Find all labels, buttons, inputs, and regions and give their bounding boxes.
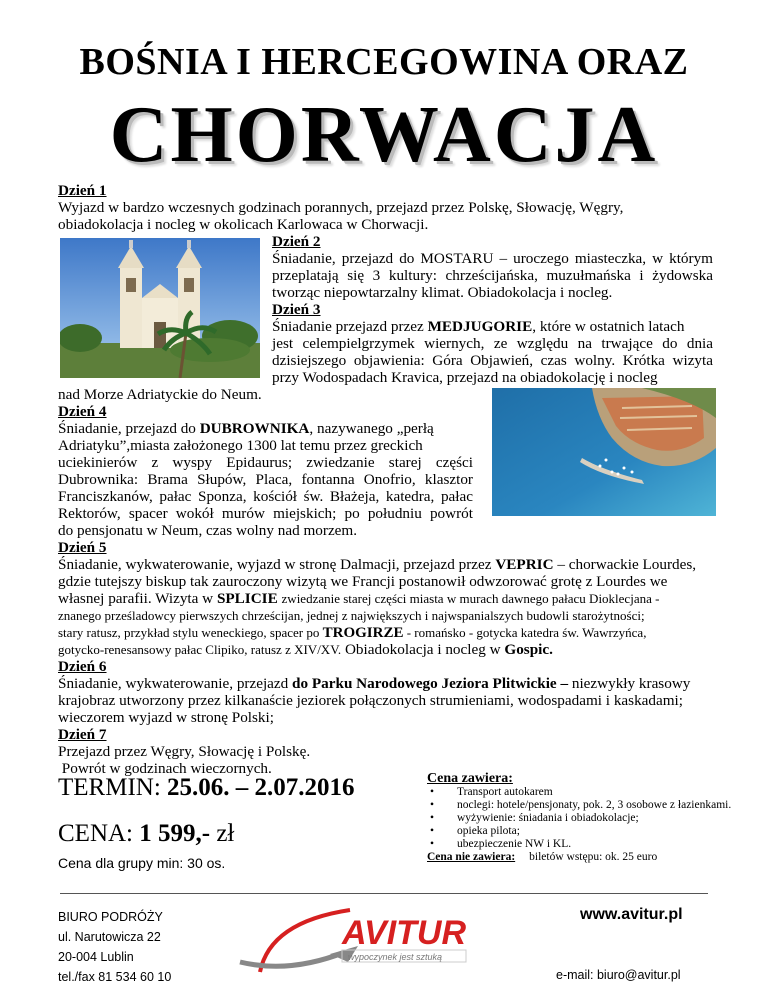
day-5-line: [58, 556, 696, 573]
day-5-line: [58, 624, 646, 642]
day-3-line: jest celempielgrzymek wiernych, ze względu na trwające do dnia: [272, 335, 713, 352]
excludes-label: Cena nie zawiera:: [427, 851, 516, 863]
day-1-line: obiadokolacja i nocleg w okolicach Karlowaca w Chorwacji.: [58, 216, 429, 233]
list-item: • opieka pilota;: [427, 825, 731, 838]
day-2-line: przeplatają się 3 kultury: chrześcijańska, muzułmańska i żydowska: [272, 267, 713, 284]
cena-value: 1 599,-: [139, 820, 211, 847]
day-1-line: Wyjazd w bardzo wczesnych godzinach porannych, przejazd przez Polskę, Słowację, Węgry,: [58, 199, 624, 216]
place-vepric: VEPRIC: [495, 556, 554, 573]
text-span: , które w ostatnich latach: [532, 318, 685, 335]
place-trogir: TROGIRZE: [322, 625, 404, 641]
day-3-line: [272, 318, 713, 335]
text-span: , nazywanego „perłą: [309, 420, 434, 437]
day-6-line: wieczorem wyjazd w stronę Polski;: [58, 709, 274, 726]
day-4-line: uciekinierów z wyspy Epidaurus; zwiedzanie starej części: [58, 454, 473, 471]
list-item: • Transport autokarem: [427, 786, 731, 799]
text-span: gotycko-renesansowy pałac Clipiko, ratusz z XIV/XV.: [58, 642, 342, 657]
day-6-line: [58, 675, 690, 692]
day-7-line: Powrót w godzinach wieczornych.: [58, 760, 272, 777]
day-6-heading: Dzień 6: [58, 658, 107, 675]
text-span: Obiadokolacja i nocleg w: [344, 641, 501, 658]
includes-list: [427, 786, 731, 851]
termin-label: TERMIN:: [58, 774, 161, 801]
place-split: SPLICIE: [216, 590, 278, 607]
agency-city: 20-004 Lublin: [58, 950, 134, 964]
text-span: Śniadanie, wykwaterowanie, wyjazd w stronę Dalmacji, przejazd przez: [58, 556, 492, 573]
cena-unit: zł: [216, 820, 235, 847]
day-4-line: do pensjonatu w Neum, czas wolny nad morzem.: [58, 522, 358, 539]
day-1-heading: Dzień 1: [58, 182, 107, 199]
day-5-line: [58, 641, 553, 658]
agency-street: ul. Narutowicza 22: [58, 930, 161, 944]
cena-label: CENA:: [58, 820, 133, 847]
text-span: Śniadanie, przejazd do: [58, 420, 196, 437]
day-3-heading: Dzień 3: [272, 301, 321, 318]
website-link[interactable]: www.avitur.pl: [580, 906, 683, 923]
place-medjugorie: MEDJUGORIE: [427, 318, 533, 335]
text-span: - romańsko - gotycka katedra św. Wawrzyńca,: [406, 625, 647, 640]
day-3-line: przy Wodospadach Kravica, przejazd na obiadokolację i nocleg: [272, 369, 658, 386]
day-5-line: gdzie tutejszy biskup tak zauroczony wizytą we Francji postanowił odwzorować grotę z Lourdes we: [58, 573, 668, 590]
text-span: Śniadanie, wykwaterowanie, przejazd: [58, 675, 289, 692]
day-2-line: Śniadanie, przejazd do MOSTARU – uroczego miasteczka, w którym: [272, 250, 713, 267]
termin: [58, 774, 355, 802]
cena: [58, 820, 234, 848]
day-2-heading: Dzień 2: [272, 233, 321, 250]
text-span: własnej parafii. Wizyta w: [58, 590, 214, 607]
place-plitvice: do Parku Narodowego Jeziora Plitwickie –: [292, 675, 569, 692]
text-span: – chorwackie Lourdes,: [557, 556, 697, 573]
church-photo: [60, 238, 260, 378]
termin-value: 25.06. – 2.07.2016: [167, 774, 355, 801]
day-5-line: [58, 590, 659, 607]
text-span: stary ratusz, przykład stylu weneckiego, spacer po: [58, 625, 320, 640]
day-3-line: nad Morze Adriatyckie do Neum.: [58, 386, 262, 403]
day-4-heading: Dzień 4: [58, 403, 107, 420]
logo-tagline: wypoczynek jest sztuką: [348, 952, 443, 962]
dubrovnik-photo: [492, 388, 716, 516]
text-span: niezwykły krasowy: [571, 675, 691, 692]
avitur-logo: [230, 902, 470, 988]
day-7-heading: Dzień 7: [58, 726, 107, 743]
list-item: • noclegi: hotele/pensjonaty, pok. 2, 3 osobowe z łazienkami.: [427, 799, 731, 812]
place-dubrownik: DUBROWNIKA: [199, 420, 310, 437]
day-4-line: Rektorów, spacer wokół murów miejskich; po południu powrót: [58, 505, 473, 522]
footer-divider: [60, 893, 708, 894]
place-gospic: Gospic.: [504, 641, 553, 658]
day-4-line: Dubrownika: Brama Słupów, Placa, fontanna Onofrio, klasztor: [58, 471, 473, 488]
day-7-line: Przejazd przez Węgry, Słowację i Polskę.: [58, 743, 311, 760]
day-5-heading: Dzień 5: [58, 539, 107, 556]
day-2-line: tworząc niepowtarzalny klimat. Obiadokolacja i nocleg.: [272, 284, 613, 301]
agency-name: BIURO PODRÓŻY: [58, 910, 163, 924]
text-span: zwiedzanie starej części miasta w murach dawnego pałacu Dioklecjana -: [281, 591, 660, 606]
day-4-line: [58, 420, 473, 437]
includes-heading: Cena zawiera:: [427, 771, 513, 786]
list-item: • wyżywienie: śniadania i obiadokolacje;: [427, 812, 731, 825]
excludes-value: biletów wstępu: ok. 25 euro: [529, 851, 658, 863]
email[interactable]: e-mail: biuro@avitur.pl: [556, 968, 681, 982]
day-3-line: dzisiejszego objawienia: Góra Objawień, czas wolny. Krótka wizyta: [272, 352, 713, 369]
logo-text: AVITUR: [342, 914, 467, 952]
title-line-1: BOŚNIA I HERCEGOWINA ORAZ: [79, 41, 689, 83]
title-line-2: CHORWACJA: [109, 91, 659, 179]
text-span: Śniadanie przejazd przez: [272, 318, 424, 335]
day-4-line: Franciszkanów, pałac Sponza, kościół św. Błażeja, katedra, pałac: [58, 488, 473, 505]
list-item: • ubezpieczenie NW i KL.: [427, 838, 731, 851]
day-6-line: krajobraz utworzony przez kilkanaście jeziorek połączonych strumieniami, wodospadami i kaskadami;: [58, 692, 683, 709]
day-4-line: Adriatyku”,miasta założonego 1300 lat temu przez greckich: [58, 437, 423, 454]
excludes: [427, 851, 657, 863]
agency-phone: tel./fax 81 534 60 10: [58, 970, 172, 984]
day-5-line: znanego prześladowcy pierwszych chrześcijan, jednej z największych i najwspanialszych budowli starożytności;: [58, 608, 645, 623]
group-min: Cena dla grupy min: 30 os.: [58, 855, 226, 871]
